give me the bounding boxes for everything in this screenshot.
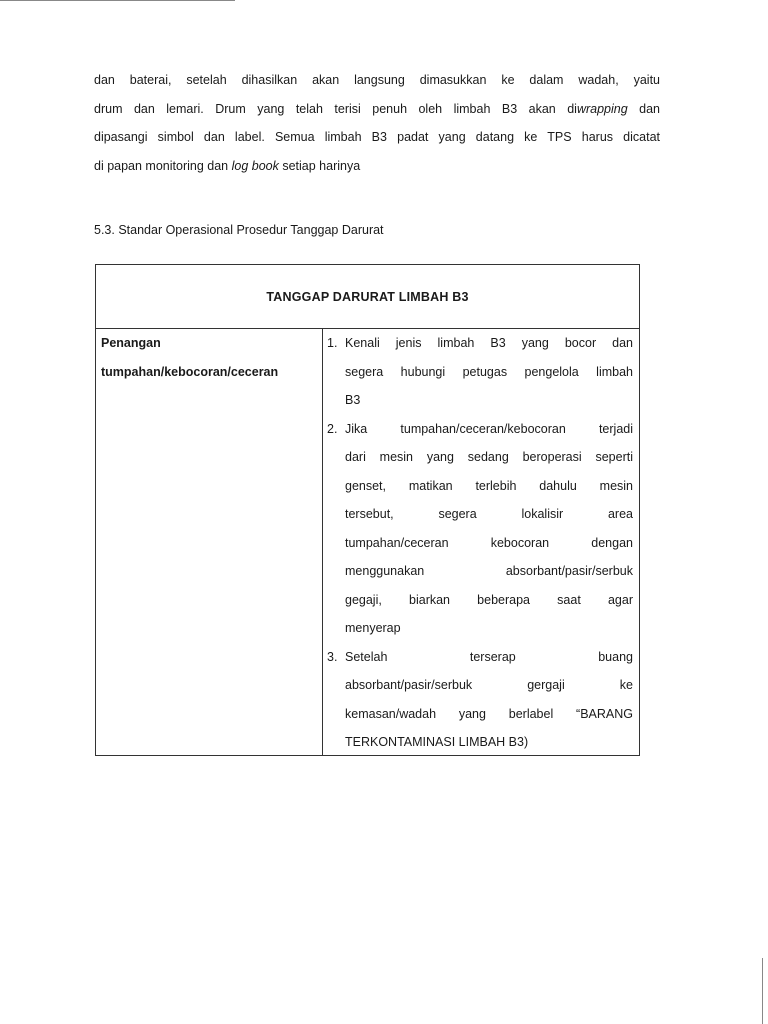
step-line: genset, matikan terlebih dahulu mesin <box>345 478 633 493</box>
paragraph-text: drum dan lemari. Drum yang telah terisi penuh oleh limbah B3 akan di <box>94 101 577 116</box>
step-number: 2. <box>327 421 338 436</box>
scan-edge-line-top <box>0 0 235 1</box>
paragraph-text: setiap harinya <box>278 158 361 173</box>
step-line: Kenali jenis limbah B3 yang bocor dan <box>345 336 633 350</box>
step-line: gegaji, biarkan beberapa saat agar <box>345 592 633 607</box>
paragraph-italic-text: log book <box>231 158 279 173</box>
step-line: tersebut, segera lokalisir area <box>345 507 633 521</box>
step-line: TERKONTAMINASI LIMBAH B3) <box>345 735 529 749</box>
steps-list <box>327 329 633 757</box>
section-heading: 5.3. Standar Operasional Prosedur Tanggap Darurat <box>94 223 384 237</box>
step-line: segera hubungi petugas pengelola limbah <box>345 364 633 379</box>
paragraph-text: di papan monitoring dan <box>94 158 232 173</box>
step-line: dari mesin yang sedang beroperasi seperti <box>345 450 633 464</box>
scan-edge-line-right <box>762 958 763 1024</box>
step-item <box>327 643 633 757</box>
paragraph-line: dan baterai, setelah dihasilkan akan langsung dimasukkan ke dalam wadah, yaitu <box>94 73 660 87</box>
step-line: menggunakan absorbant/pasir/serbuk <box>345 564 633 578</box>
paragraph-text: dan <box>627 101 660 116</box>
step-item <box>327 329 633 415</box>
step-number: 3. <box>327 649 338 664</box>
body-paragraph <box>94 66 660 180</box>
paragraph-italic-text: wrapping <box>576 101 628 116</box>
paragraph-line <box>94 152 660 181</box>
paragraph-line <box>94 95 660 124</box>
emergency-response-table <box>95 264 640 756</box>
step-line: menyerap <box>345 621 401 635</box>
step-line: kemasan/wadah yang berlabel “BARANG <box>345 706 633 721</box>
category-label: Penangan <box>101 336 161 350</box>
category-label: tumpahan/kebocoran/ceceran <box>101 364 279 379</box>
paragraph-line: dipasangi simbol dan label. Semua limbah B3 padat yang datang ke TPS harus dicatat <box>94 130 660 144</box>
step-line: tumpahan/ceceran kebocoran dengan <box>345 535 633 550</box>
step-line: absorbant/pasir/serbuk gergaji ke <box>345 678 633 692</box>
step-item <box>327 415 633 643</box>
procedure-steps-cell <box>323 329 639 755</box>
step-line: B3 <box>345 393 361 407</box>
step-line: Jika tumpahan/ceceran/kebocoran terjadi <box>345 421 633 436</box>
table-title: TANGGAP DARURAT LIMBAH B3 <box>96 265 639 329</box>
step-line: Setelah terserap buang <box>345 649 633 664</box>
step-number: 1. <box>327 336 338 350</box>
procedure-category-cell <box>96 329 323 755</box>
